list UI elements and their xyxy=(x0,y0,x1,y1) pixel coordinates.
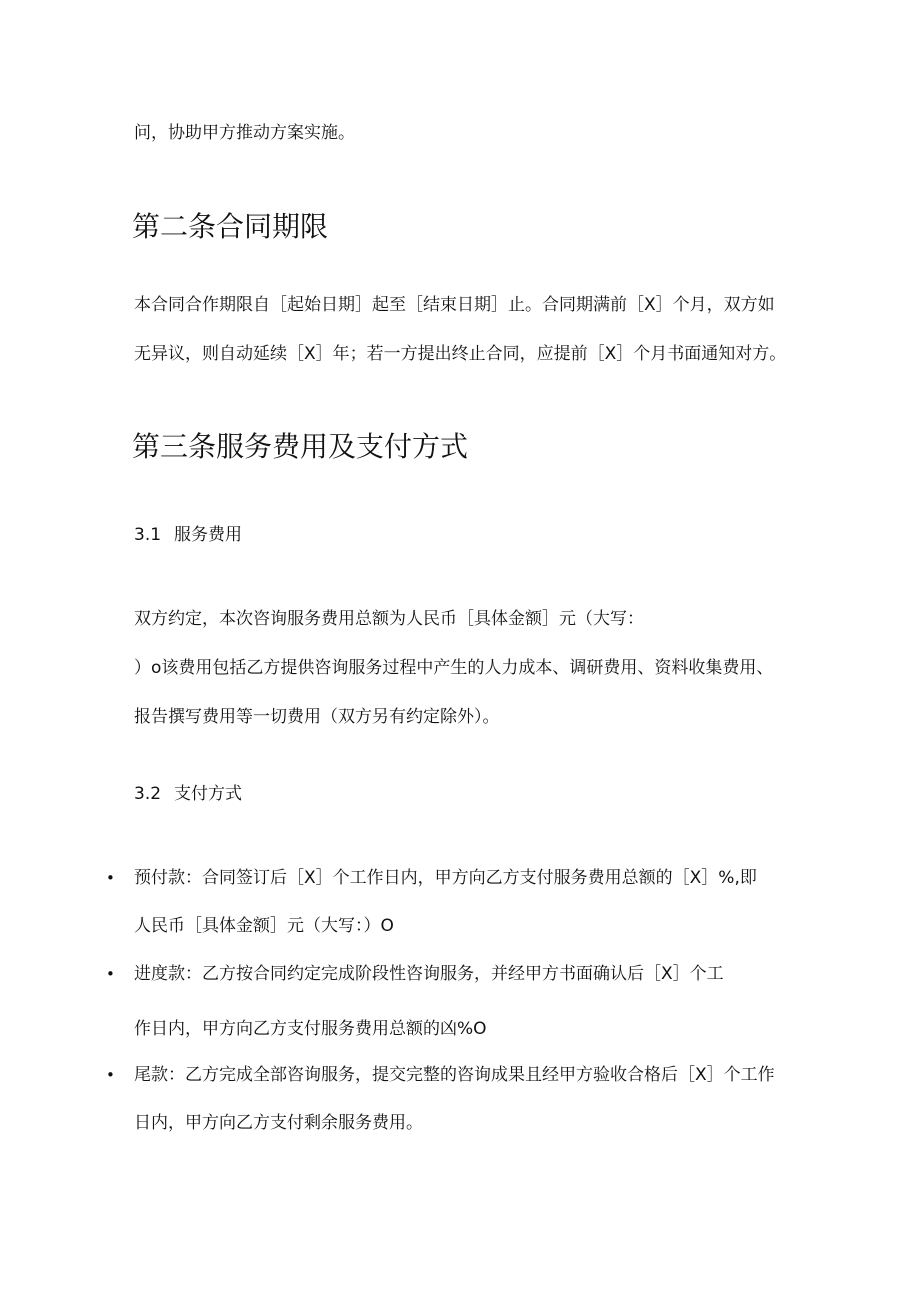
bullet-dot: • xyxy=(106,965,115,983)
intro-text-line: 问，协助甲方推动方案实施。 xyxy=(134,123,355,143)
bullet-dot: • xyxy=(106,869,115,887)
subsection-3-2-heading xyxy=(134,782,242,806)
subsection-3-1-text-line-1: 双方约定，本次咨询服务费用总额为人民币［具体金额］元（大写： xyxy=(134,609,644,629)
subsection-3-1-text-line-2: ）o该费用包括乙方提供咨询服务过程中产生的人力成本、调研费用、资料收集费用、 xyxy=(134,658,774,678)
subsection-3-2-number: 3.2 xyxy=(134,784,162,804)
subsection-3-1-title: 服务费用 xyxy=(174,525,242,545)
section-2-heading: 第二条合同期限 xyxy=(132,210,329,243)
subsection-3-1-heading xyxy=(134,523,242,547)
section-3-heading: 第三条服务费用及支付方式 xyxy=(132,430,469,463)
subsection-3-2-title: 支付方式 xyxy=(174,784,242,804)
section-2-text-line-2: 无异议，则自动延续［X］年；若一方提出终止合同，应提前［X］个月书面通知对方。 xyxy=(134,344,787,364)
section-2-text-line-1: 本合同合作期限自［起始日期］起至［结束日期］止。合同期满前［X］个月，双方如 xyxy=(134,295,775,315)
subsection-3-1-number: 3.1 xyxy=(134,525,162,545)
payment-item-3-line-1: 尾款：乙方完成全部咨询服务，提交完整的咨询成果且经甲方验收合格后［X］个工作 xyxy=(134,1065,775,1085)
subsection-3-1-text-line-3: 报告撰写费用等一切费用（双方另有约定除外）。 xyxy=(134,707,500,727)
payment-item-1-line-1: 预付款：合同签订后［X］个工作日内，甲方向乙方支付服务费用总额的［X］%,即 xyxy=(134,868,757,888)
bullet-dot: • xyxy=(106,1066,115,1084)
payment-item-1-line-2: 人民币［具体金额］元（大写：）O xyxy=(134,916,394,936)
payment-item-2-line-1: 进度款：乙方按合同约定完成阶段性咨询服务，并经甲方书面确认后［X］个工 xyxy=(134,964,724,984)
payment-item-3-line-2: 日内，甲方向乙方支付剩余服务费用。 xyxy=(134,1113,423,1133)
payment-item-2-line-2: 作日内，甲方向乙方支付服务费用总额的凶%O xyxy=(134,1019,487,1039)
